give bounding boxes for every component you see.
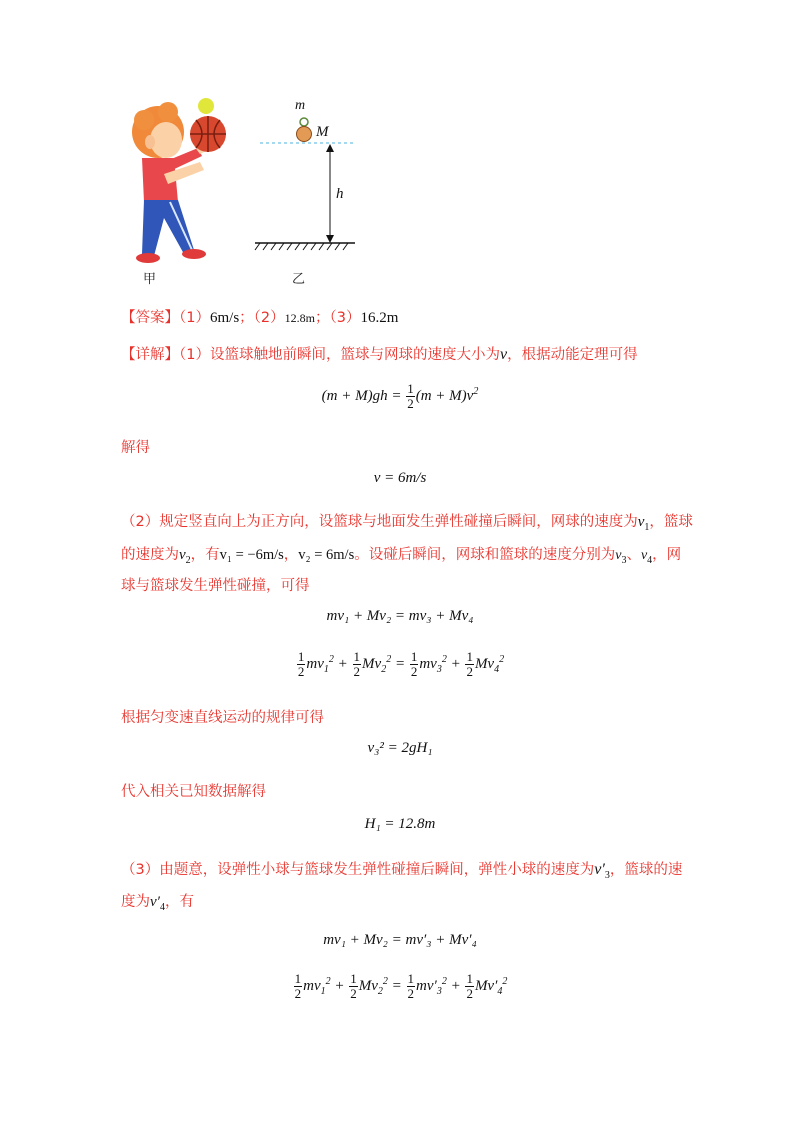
answer-part2-label: （2）: [253, 310, 285, 326]
detail-text-1-end: ，根据动能定理可得: [507, 347, 638, 363]
answer-value-1: 6m/s: [209, 310, 240, 326]
law-line: 根据匀变速直线运动的规律可得: [121, 710, 324, 726]
answer-line: [121, 306, 398, 327]
p2-text-2a: 的速度为: [121, 547, 179, 563]
p3-text-1-end: ，篮球的速: [609, 862, 683, 878]
detail-p2-line3: 球与篮球发生弹性碰撞，可得: [121, 578, 310, 594]
p2-comma: ，: [283, 547, 299, 563]
p2-text-2d: 、: [626, 547, 641, 563]
figure: [120, 90, 380, 290]
detail-p3-line1: （3）由题意，设弹性小球与篮球发生弹性碰撞后瞬间，弹性小球的速度为$v'_3$，篮球的速: [121, 861, 683, 882]
p2-text-2c: 。设碰后瞬间，网球和篮球的速度分别为: [354, 547, 616, 563]
p2-text-2b: ，有: [190, 547, 220, 563]
p2-text-1: （2）规定竖直向上为正方向，设篮球与地面发生弹性碰撞后瞬间，网球的速度为: [121, 514, 638, 530]
detail-tag: 【详解】: [121, 347, 179, 363]
var-v: v: [499, 346, 508, 363]
answer-tag: 【答案】: [121, 310, 179, 326]
jiede-label-1: 解得: [121, 440, 150, 456]
p3-text-1: （3）由题意，设弹性小球与篮球发生弹性碰撞后瞬间，弹性小球的速度为: [121, 862, 595, 878]
equation-kinetic-1: $\frac{1}{2}$ $mv_1^2$ + $\frac{1}{2}$ $Mv_2^2$ = $\frac{1}{2}$ $mv_3^2$ + $\frac{1}{2}$ $Mv_4^2$: [297, 649, 505, 679]
answer-sep2: ；: [315, 310, 330, 326]
frac-den: 2: [407, 396, 414, 411]
answer-sep1: ；: [239, 310, 254, 326]
substitute-line: 代入相关已知数据解得: [121, 784, 266, 800]
detail-p3-line2: 度为$v'_4$，有: [121, 894, 194, 913]
label-jia: 甲: [143, 272, 157, 287]
p2-text-1-end: ，篮球: [649, 514, 693, 530]
equation-energy: (m + M)gh = $\frac{1}{2}$ $(m + M)v^2$: [321, 381, 479, 411]
label-yi: 乙: [292, 272, 306, 287]
label-h: h: [336, 186, 344, 202]
p3-text-2a: 度为: [121, 894, 150, 910]
equation-kinetic-2: $\frac{1}{2}$ $mv_1^2$ + $\frac{1}{2}$ $Mv_2^2$ = $\frac{1}{2}$ $mv'_3^2$ + $\frac{1}{2}$ $Mv'_4^2$: [294, 971, 508, 1001]
answer-value-3: 16.2m: [360, 310, 399, 326]
eq1-right: (m + M)v: [415, 387, 474, 404]
answer-value-2: 12.8m: [284, 311, 315, 325]
p3-text-2b: ，有: [164, 894, 194, 910]
frac-num: 1: [407, 381, 414, 396]
p2-v2-value: v₂ = 6m/s: [298, 547, 355, 563]
answer-part3-label: （3）: [329, 310, 361, 326]
collision-diagram: [250, 90, 380, 260]
equation-v: v = 6m/s: [373, 470, 427, 486]
label-m: m: [295, 98, 306, 113]
boy-with-basketball-illustration: [120, 90, 240, 270]
equation-H1: H₁ = 12.8m: [364, 816, 436, 832]
answer-part1-label: （1）: [179, 310, 210, 326]
detail-line1: [121, 343, 638, 364]
equation-momentum-1: mv₁ + Mv₂ = mv₃ + Mv₄: [326, 608, 474, 624]
equation-kinematics: v₃² = 2gH₁: [367, 740, 433, 756]
p2-text-2e: ，网: [652, 547, 682, 563]
detail-p2-line2: 的速度为$v_2$，有v₁ = −6m/s，v₂ = 6m/s。设碰后瞬间，网球和篮球的速度分别为$v_3$、$v_4$，网: [121, 547, 682, 566]
half-fraction: [406, 382, 415, 411]
detail-text-1: （1）设篮球触地前瞬间，篮球与网球的速度大小为: [179, 347, 500, 363]
detail-p2-line1: （2）规定竖直向上为正方向，设篮球与地面发生弹性碰撞后瞬间，网球的速度为$v_1$，篮球: [121, 514, 693, 533]
p2-v1-value: v₁ = −6m/s: [219, 547, 284, 563]
eq1-left: (m + M)gh =: [321, 387, 402, 404]
label-M: M: [316, 124, 329, 140]
equation-momentum-2: mv₁ + Mv₂ = mv′₃ + Mv′₄: [323, 932, 477, 948]
